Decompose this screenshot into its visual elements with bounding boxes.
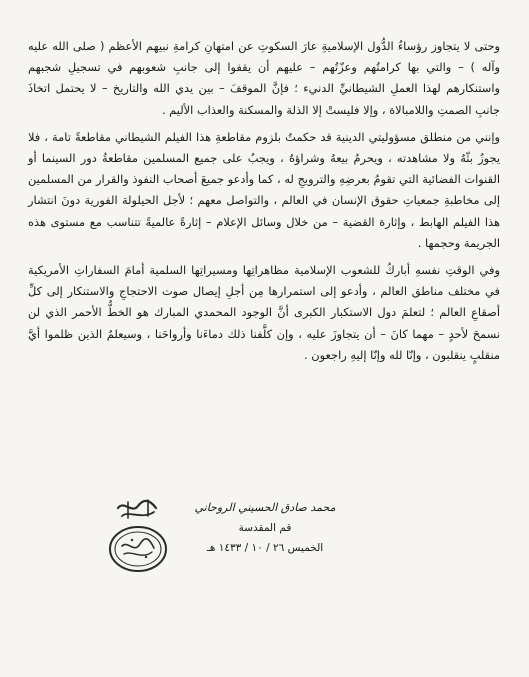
- seal-inner-ring: [115, 532, 161, 566]
- calligraphy-stroke: [118, 501, 156, 509]
- seal-dot: [145, 556, 147, 558]
- seal-dot: [131, 539, 133, 541]
- signature-place: قم المقدسة: [238, 522, 292, 534]
- letter-body: [28, 36, 500, 366]
- paragraph-3: وفي الوقتِ نفسهِ أباركُ للشعوب الإسلامية مظاهراتِها ومسيراتِها السلمية أمامَ السفاراتِ الأمريكية في مختلف مناطق العالم ، وأدعو إلى استمرارها مِن أجلِ إيصال صوت الاحتجاجِ والاستنكار إلى كلِّ أصقاعِ العالم ؛ لتعلمَ دول الاستكبار الكبرى أنَّ الوجود المحمدي المبارك هو الخطُّ الأحمر الذي لن نسمحَ لأحدٍ – مهما كانَ – أن يتجاوزَ عليه ، وإن كلَّفنا ذلك دماءَنا وأرواحَنا ، وسيعلمُ الذين ظلموا أيَّ منقلبٍ ينقلبون ، وإنّا لله وإنّا إليهِ راجعون .: [28, 263, 500, 362]
- paragraph-2: وإنني من منطلق مسؤوليتي الدينية قد حكمتُ بلزوم مقاطعةِ هذا الفيلم الشيطاني مقاطعةً تامة ، فلا يجوزُ بثّهُ ولا مشاهدته ، ويحرمُ بيعهُ وشراؤهُ ، ويجبُ على جميع المسلمين مقاطعةُ دور السينما أو القنوات الفضائية التي تقومُ بعرضِهِ والترويجِ له ، كما وأدعو جميعَ أصحاب النفوذ والقرار من المسلمين إلى مخاطبةِ جمعياتِ حقوق الإنسان في العالم ، والتواصل معهم ؛ لأجل الحيلولة الفورية دونَ انتشار هذا الفيلم الهابط ، وإثارة القضية – من خلال وسائل الإعلام – إثارةً عالميةً تتناسب مع مستوى هذه الجريمة وحجمها .: [28, 129, 500, 250]
- paragraph-1: وحتى لا يتجاوز رؤساءُ الدُّول الإسلاميةِ عارَ السكوتِ عن امتهانِ كرامةِ نبيهم الأعظم ( صلى الله عليه وآله ) – والتي بها كرامتُهم وعزّتُهم – عليهم أن يقفوا إلى جانبِ شعوبهم في تسجيلِ شجبهم واستنكارهم لهذا العملِ الشيطانيِّ الدنيء ؛ فإنَّ الموقفَ – بين يدي الله والتاريخ – لا يحتمل اتخاذَ جانبِ الصمتِ واللامبالاة ، وإلا فليستْ إلا الذلة والمسكنة والعذاب الأليم .: [28, 39, 500, 117]
- seal-script: [122, 539, 154, 548]
- seal-outer-ring: [110, 527, 166, 571]
- signature-name: محمد صادق الحسيني الروحاني: [194, 501, 336, 514]
- calligraphy-stroke: [122, 512, 154, 516]
- seal-script: [124, 552, 152, 555]
- seal: [98, 494, 178, 576]
- signature-date: الخميس ٢٦ / ١٠ / ١٤٣٣ هـ: [206, 542, 324, 554]
- signature-block: [190, 498, 340, 558]
- seal-graphic: [98, 494, 178, 576]
